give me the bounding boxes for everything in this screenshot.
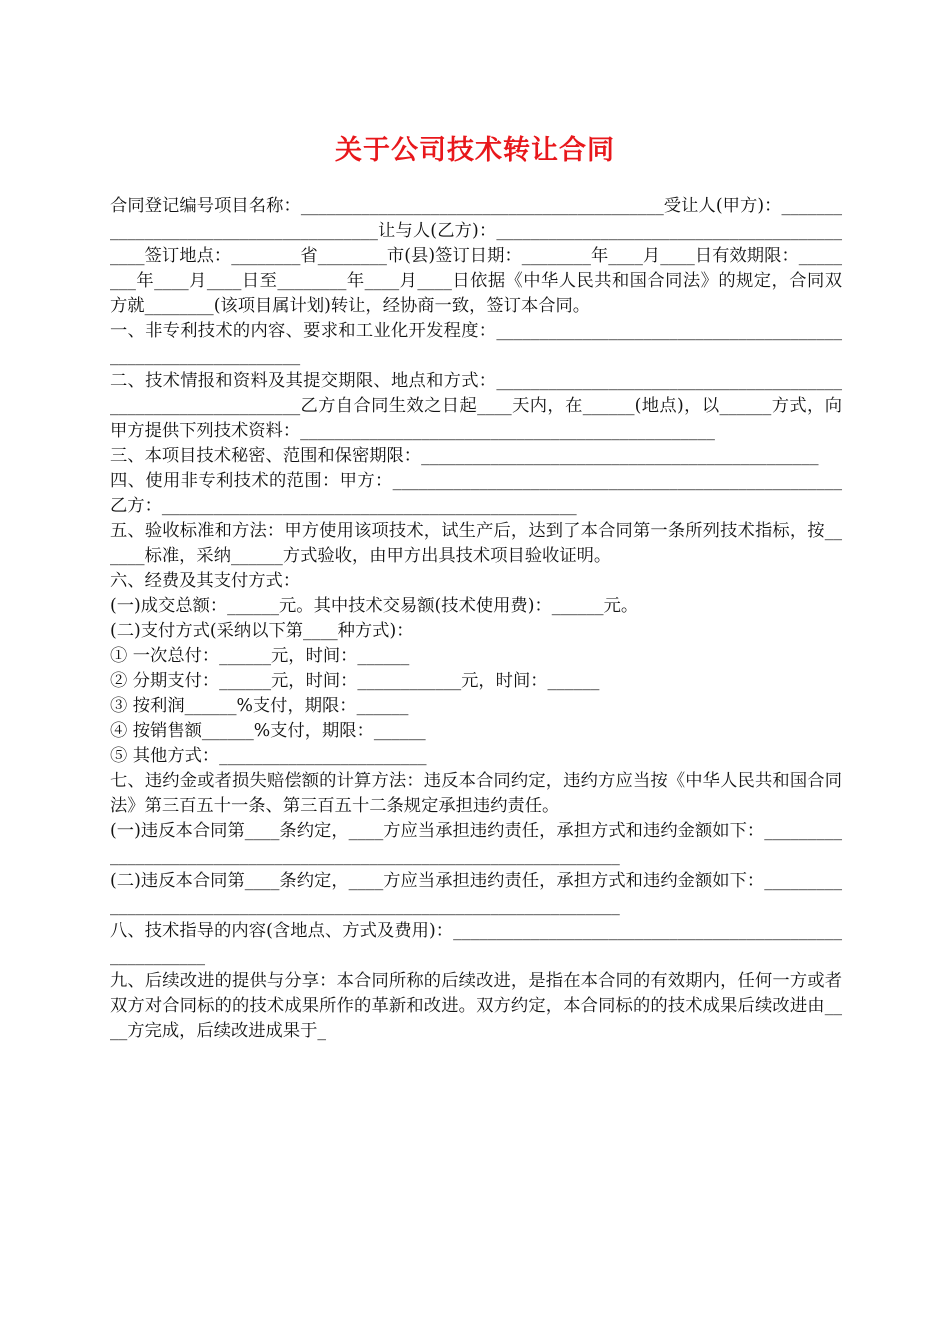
paragraph-breach-2: (二)违反本合同第____条约定，____方应当承担违约责任，承担方式和违约金额如下：____________________________________________________________________ [110, 871, 842, 916]
paragraph-section-2: 二、技术情报和资料及其提交期限、地点和方式：______________________________________________________________乙方自合同生效之日起____天内，在______(地点)，以______方式，向甲方提供下列技术资料：________________________________________________ [110, 371, 842, 441]
paragraph-section-6: 六、经费及其支付方式： [110, 571, 301, 591]
paragraph-section-4: 四、使用非专利技术的范围：甲方：____________________________________________________乙方：________________________________________________ [110, 471, 842, 516]
paragraph-section-3: 三、本项目技术秘密、范围和保密期限：______________________________________________ [110, 446, 819, 466]
paragraph-section-5: 五、验收标准和方法：甲方使用该项技术，试生产后，达到了本合同第一条所列技术指标，按______标准，采纳______方式验收，由甲方出具技术项目验收证明。 [110, 521, 842, 566]
payment-option-4: ④ 按销售额______%支付，期限：______ [110, 721, 426, 741]
paragraph-section-7: 七、违约金或者损失赔偿额的计算方法：违反本合同约定，违约方应当按《中华人民共和国合同法》第三百五十一条、第三百五十二条规定承担违约责任。 [110, 771, 842, 816]
payment-option-2: ② 分期支付：______元，时间：____________元，时间：______ [110, 671, 600, 691]
document-title: 关于公司技术转让合同 [335, 135, 615, 166]
paragraph-total-amount: (一)成交总额：______元。其中技术交易额(技术使用费)：______元。 [110, 596, 639, 616]
payment-option-1: ① 一次总付：______元，时间：______ [110, 646, 410, 666]
paragraph-section-9: 九、后续改进的提供与分享：本合同所称的后续改进，是指在本合同的有效期内，任何一方或者双方对合同标的的技术成果所作的革新和改进。双方约定，本合同标的的技术成果后续改进由____方完成，后续改进成果于_ [110, 971, 842, 1041]
paragraph-payment-method: (二)支付方式(采纳以下第____种方式)： [110, 621, 414, 641]
payment-option-5: ⑤ 其他方式：________________________ [110, 746, 427, 766]
paragraph-preamble: 合同登记编号项目名称：__________________________________________受让人(甲方)：______________________________________让与人(乙方)：____________________________________________签订地点：________省________市(县)签订日期：________年____月____日有效期限：________年____月____日至________年____月____日依据《中华人民共和国合同法》的规定，合同双方就________(该项目属计划)转让，经协商一致，签订本合同。 [110, 196, 842, 316]
paragraph-section-8: 八、技术指导的内容(含地点、方式及费用)：________________________________________________________ [110, 921, 842, 966]
payment-option-3: ③ 按利润______%支付，期限：______ [110, 696, 409, 716]
paragraph-section-1: 一、非专利技术的内容、要求和工业化开发程度：______________________________________________________________ [110, 321, 842, 366]
contract-body [110, 194, 842, 1044]
paragraph-breach-1: (一)违反本合同第____条约定，____方应当承担违约责任，承担方式和违约金额如下：____________________________________________________________________ [110, 821, 842, 866]
